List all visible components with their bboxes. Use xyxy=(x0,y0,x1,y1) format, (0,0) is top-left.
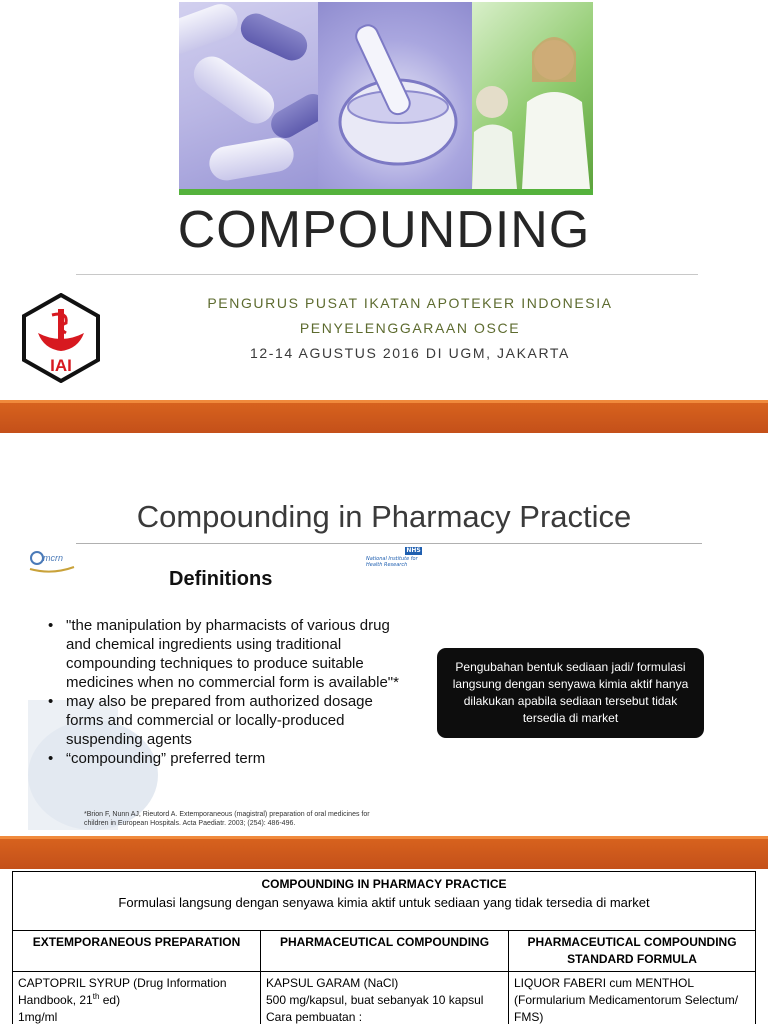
column-header-standard-formula: PHARMACEUTICAL COMPOUNDING STANDARD FORMULA xyxy=(527,935,737,966)
column-header-extemporaneous: EXTEMPORANEOUS PREPARATION xyxy=(13,931,261,971)
cell-line: LIQUOR FABERI cum MENTHOL xyxy=(514,976,695,990)
table-header xyxy=(13,872,755,931)
nihr-text: National Institute for Health Research xyxy=(366,556,418,568)
nhs-nihr-logo-icon xyxy=(366,547,422,569)
slide2-title: Compounding in Pharmacy Practice xyxy=(136,499,632,534)
svg-text:mcrn: mcrn xyxy=(43,553,63,563)
definition-bullet: • "the manipulation by pharmacists of various drug and chemical ingredients using traditional compounding techniques to produce suitable medicines when no commercial form is available"* xyxy=(46,616,411,692)
definitions-list xyxy=(46,616,411,768)
table-row xyxy=(13,972,755,1024)
table-cell-compounding xyxy=(261,972,509,1024)
title-divider xyxy=(76,274,698,275)
subtitle-organization: PENGURUS PUSAT IKATAN APOTEKER INDONESIA xyxy=(207,295,613,311)
nhs-badge: NHS xyxy=(406,547,421,554)
cell-line: CAPTOPRIL SYRUP (Drug Information Handbook, 21th ed) xyxy=(18,976,227,1007)
cell-line: (Formularium Medicamentorum Selectum/ FMS) xyxy=(514,993,739,1024)
iai-logo-icon xyxy=(16,293,106,383)
subtitle-event: PENYELENGGARAAN OSCE xyxy=(299,320,521,336)
citation-footnote: *Brion F, Nunn AJ, Rieutord A. Extemporaneous (magistral) preparation of oral medicines for children in European Hospitals. Acta Paediatr. 2003; (254): 486-496. xyxy=(84,811,370,827)
subtitle-date-location: 12-14 AGUSTUS 2016 DI UGM, JAKARTA xyxy=(250,345,570,361)
table-cell-standard-formula xyxy=(509,972,755,1024)
table-subtitle: Formulasi langsung dengan senyawa kimia aktif untuk sediaan yang tidak tersedia di market xyxy=(118,895,650,910)
svg-text:IAI: IAI xyxy=(50,356,72,375)
column-header-compounding: PHARMACEUTICAL COMPOUNDING xyxy=(261,931,509,971)
title-slide xyxy=(0,0,768,400)
cell-line: Cara pembuatan : xyxy=(266,1010,363,1024)
cell-line: KAPSUL GARAM (NaCl) xyxy=(266,976,399,990)
cell-line: 1mg/ml xyxy=(18,1010,58,1024)
table-cell-extemporaneous xyxy=(13,972,261,1024)
compounding-table xyxy=(12,871,756,1024)
definitions-heading: Definitions xyxy=(169,568,273,590)
pharmacist-photo xyxy=(472,2,593,189)
pills-photo xyxy=(179,2,318,189)
mortar-pestle-photo xyxy=(318,2,472,189)
table-column-headers xyxy=(13,931,755,972)
cell-line: 500 mg/kapsul, buat sebanyak 10 kapsul xyxy=(266,993,484,1007)
definition-callout-box xyxy=(437,648,704,738)
table-title: COMPOUNDING IN PHARMACY PRACTICE xyxy=(261,877,507,891)
main-title: COMPOUNDING xyxy=(177,201,591,259)
slide-separator-bar xyxy=(0,400,768,433)
slide2-divider xyxy=(76,543,702,544)
callout-text: Pengubahan bentuk sediaan jadi/ formulasi langsung dengan senyawa kimia aktif hanya dilakukan apabila sediaan tersebut tidak tersedia di market xyxy=(452,660,689,725)
banner-image xyxy=(179,2,593,195)
slide-separator-bar xyxy=(0,836,768,869)
definition-bullet: • “compounding” preferred term xyxy=(46,749,411,768)
mcrn-logo-icon xyxy=(28,549,76,575)
definition-bullet: • may also be prepared from authorized dosage forms and commercial or locally-produced suspending agents xyxy=(46,692,411,749)
